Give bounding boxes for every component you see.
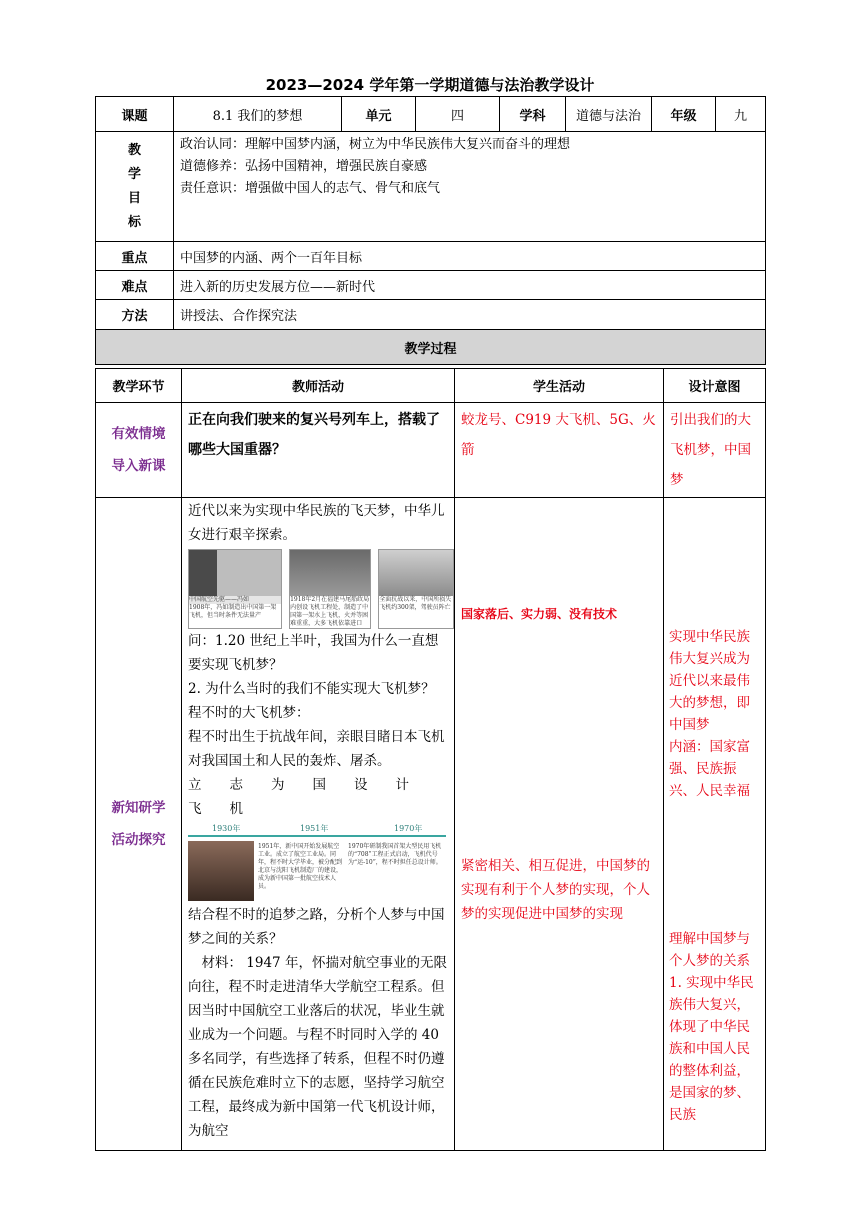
objectives-label: 教 学 目 标: [96, 132, 174, 242]
stage-explore: 新知研学 活动探究: [96, 498, 182, 1151]
difficulty-value: 进入新的历史发展方位——新时代: [174, 271, 766, 300]
timeline-year-1930: 1930年: [212, 824, 241, 833]
intent-intro: 引出我们的大飞机梦，中国梦: [664, 403, 766, 498]
objective-political: 政治认同：理解中国梦内涵，树立为中华民族伟大复兴而奋斗的理想: [180, 137, 571, 152]
key-point-value: 中国梦的内涵、两个一百年目标: [174, 242, 766, 271]
student-intro: 蛟龙号、C919 大飞机、5G、火箭: [455, 403, 664, 498]
document-title: 2023—2024 学年第一学期道德与法治教学设计: [265, 76, 595, 94]
process-title: 教学过程: [96, 330, 766, 365]
lesson-value: 8.1 我们的梦想: [174, 97, 342, 132]
method-label: 方法: [96, 300, 174, 330]
photo-pioneer: 中国航空先驱——冯如 1908年，冯如制造出中国第一架飞机，但当时条件无法量产: [188, 549, 282, 629]
portrait-cheng: [188, 841, 254, 901]
col-header-student: 学生活动: [455, 369, 664, 403]
objectives-content: [174, 132, 766, 242]
intent-2: 理解中国梦与个人梦的关系: [669, 931, 750, 969]
teacher-question-3: 结合程不时的追梦之路，分析个人梦与中国梦之间的关系？: [188, 907, 445, 947]
objective-responsibility: 责任意识：增强做中国人的志气、骨气和底气: [180, 181, 441, 196]
teacher-material: 材料： 1947 年，怀揣对航空事业的无限向往，程不时走进清华大学航空工程系。但因当时中国航空工业落后的状况，毕业生就业成为一个问题。与程不时同时入学的 40 多名同学，有些选择了转系，但程不时仍遵循在民族危难时立下的志愿，坚持学习航空工程，最终成为新中国第一代飞机设计师，为航空: [188, 955, 447, 1139]
intent-1b: 内涵：国家富强、民族振兴、人民幸福: [669, 739, 750, 799]
timeline-year-1951: 1951年: [300, 824, 329, 833]
key-point-label: 重点: [96, 242, 174, 271]
col-header-teacher: 教师活动: [182, 369, 455, 403]
photo-field: 全面抗战以来，中国所损失飞机约300架，驾驶员阵亡: [378, 549, 454, 629]
grade-value: 九: [716, 97, 766, 132]
teacher-para-intro: 近代以来为实现中华民族的飞天梦，中华儿女进行艰辛探索。: [188, 503, 445, 543]
grade-label: 年级: [652, 97, 716, 132]
lesson-label: 课题: [96, 97, 174, 132]
student-explore: [455, 498, 664, 1151]
teacher-intro: 正在向我们驶来的复兴号列车上，搭载了哪些大国重器？: [182, 403, 455, 498]
intent-2b: 1. 实现中华民族伟大复兴，体现了中华民族和中国人民的整体利益，是国家的梦、民族: [669, 975, 754, 1123]
unit-value: 四: [416, 97, 500, 132]
lesson-plan-table: [95, 96, 766, 365]
objective-moral: 道德修养：弘扬中国精神，增强民族自豪感: [180, 159, 428, 174]
portrait-photo: [189, 550, 217, 596]
difficulty-label: 难点: [96, 271, 174, 300]
timeline-year-1970: 1970年: [394, 824, 423, 833]
student-answer-1: 国家落后、实力弱、没有技术: [461, 607, 618, 621]
subject-value: 道德与法治: [566, 97, 652, 132]
method-value: 讲授法、合作探究法: [174, 300, 766, 330]
subject-label: 学科: [500, 97, 566, 132]
student-answer-2: 紧密相关、相互促进，中国梦的实现有利于个人梦的实现，个人梦的实现促进中国梦的实现: [461, 858, 650, 922]
photo-factory: 1918年2月在福建马尾船政局内创设飞机工程处，制造了中国第一架水上飞机，火并等困难重重，大多飞机依靠进口: [289, 549, 371, 629]
teacher-story: 程不时出生于抗战年间，亲眼目睹日本飞机对我国国土和人民的轰炸、屠杀。: [188, 729, 445, 769]
teacher-ambition: 立志为国设计飞机: [188, 777, 437, 817]
intent-explore: [664, 498, 766, 1151]
col-header-stage: 教学环节: [96, 369, 182, 403]
unit-label: 单元: [342, 97, 416, 132]
history-photos: [188, 549, 452, 629]
teacher-question-2: 2. 为什么当时的我们不能实现大飞机梦？: [188, 681, 435, 697]
col-header-intent: 设计意图: [664, 369, 766, 403]
timeline-figure: 1930年 1951年 1970年 1951年，新中国开始发展航空工业。成立了航空工业局。同年，程不时大学毕业，被分配到北京与沈阳飞机制造厂的建设，成为新中国第一批航空技术人员。 1970年研制我国首架大型民用飞机的“708”工程正式启动，飞机代号为“运-10”，程不时担任总设计师。: [188, 823, 448, 903]
stage-intro: 有效情境 导入新课: [96, 403, 182, 498]
intent-1: 实现中华民族伟大复兴成为近代以来最伟大的梦想，即中国梦: [669, 629, 750, 733]
teacher-question-1: 问：1.20 世纪上半叶，我国为什么一直想要实现飞机梦？: [188, 633, 439, 673]
teacher-explore: [182, 498, 455, 1151]
process-table: [95, 368, 766, 1151]
teacher-story-title: 程不时的大飞机梦：: [188, 705, 310, 721]
